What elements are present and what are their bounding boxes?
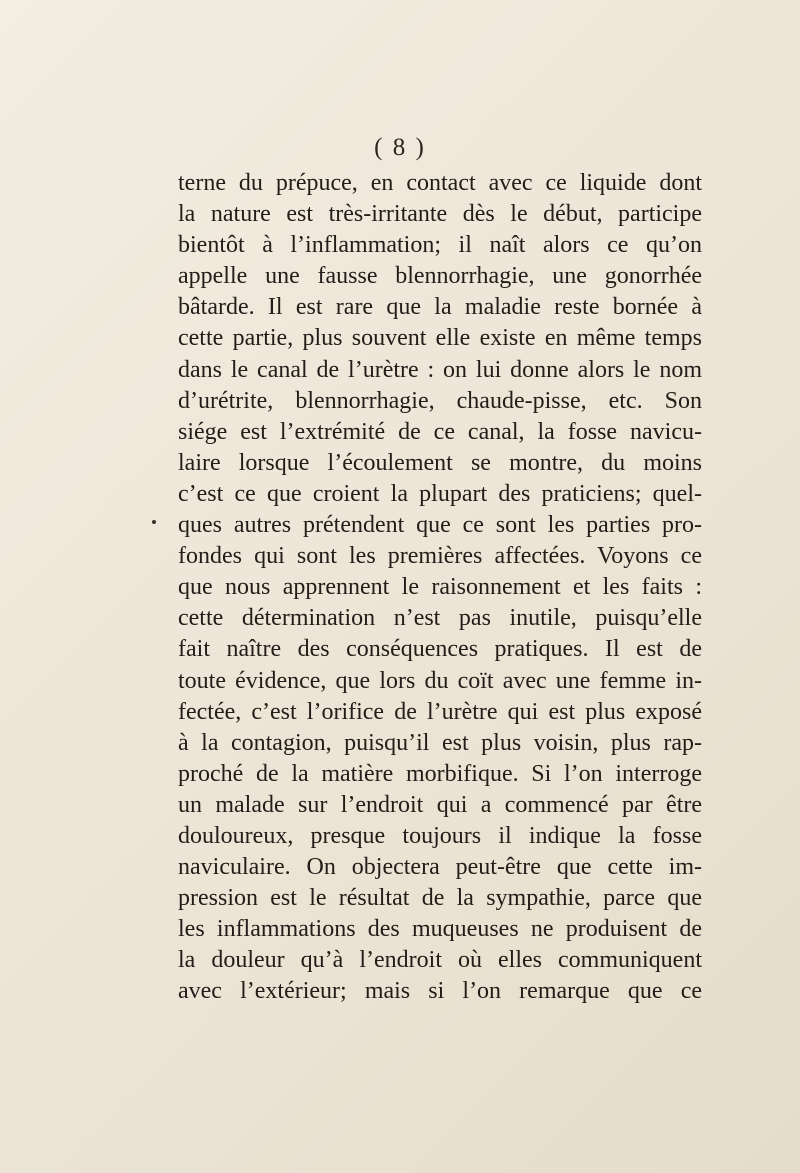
text-line: à la contagion, puisqu’il est plus voisin, plus rap-	[178, 729, 702, 756]
text-line: fait naître des conséquences pratiques. Il est de	[178, 636, 702, 663]
page-number: ( 8 )	[374, 134, 426, 161]
text-line: fectée, c’est l’orifice de l’urètre qui est plus exposé	[178, 698, 702, 725]
text-line: laire lorsque l’écoulement se montre, du moins	[178, 449, 702, 476]
text-line: fondes qui sont les premières affectées. Voyons ce	[178, 543, 702, 570]
text-line: dans le canal de l’urètre : on lui donne alors le nom	[178, 356, 702, 383]
text-line: la nature est très-irritante dès le début, participe	[178, 201, 702, 228]
text-line: d’urétrite, blennorrhagie, chaude-pisse, etc. Son	[178, 387, 702, 414]
text-line: que nous apprennent le raisonnement et les faits :	[178, 574, 702, 601]
text-line: terne du prépuce, en contact avec ce liquide dont	[178, 170, 702, 196]
text-line: douloureux, presque toujours il indique la fosse	[178, 822, 702, 849]
text-line: cette partie, plus souvent elle existe en même temps	[178, 325, 702, 352]
text-line: bâtarde. Il est rare que la maladie reste bornée à	[178, 294, 702, 321]
text-line: bientôt à l’inflammation; il naît alors ce qu’on	[178, 232, 702, 259]
margin-mark	[152, 520, 156, 524]
text-line: naviculaire. On objectera peut-être que cette im-	[178, 854, 702, 881]
text-line: un malade sur l’endroit qui a commencé par être	[178, 791, 702, 818]
body-text	[178, 168, 702, 1008]
text-line: toute évidence, que lors du coït avec une femme in-	[178, 667, 702, 694]
text-line: la douleur qu’à l’endroit où elles communiquent	[178, 947, 702, 974]
text-line: pression est le résultat de la sympathie, parce que	[178, 885, 702, 912]
text-line: siége est l’extrémité de ce canal, la fosse navicu-	[178, 418, 702, 445]
text-line: les inflammations des muqueuses ne produisent de	[178, 916, 702, 943]
text-line: ques autres prétendent que ce sont les parties pro-	[178, 512, 702, 539]
text-line: appelle une fausse blennorrhagie, une gonorrhée	[178, 263, 702, 290]
text-line: avec l’extérieur; mais si l’on remarque que ce	[178, 978, 702, 1005]
text-line: cette détermination n’est pas inutile, puisqu’elle	[178, 605, 702, 632]
text-line: proché de la matière morbifique. Si l’on interroge	[178, 760, 702, 787]
text-line: c’est ce que croient la plupart des praticiens; quel-	[178, 480, 702, 507]
